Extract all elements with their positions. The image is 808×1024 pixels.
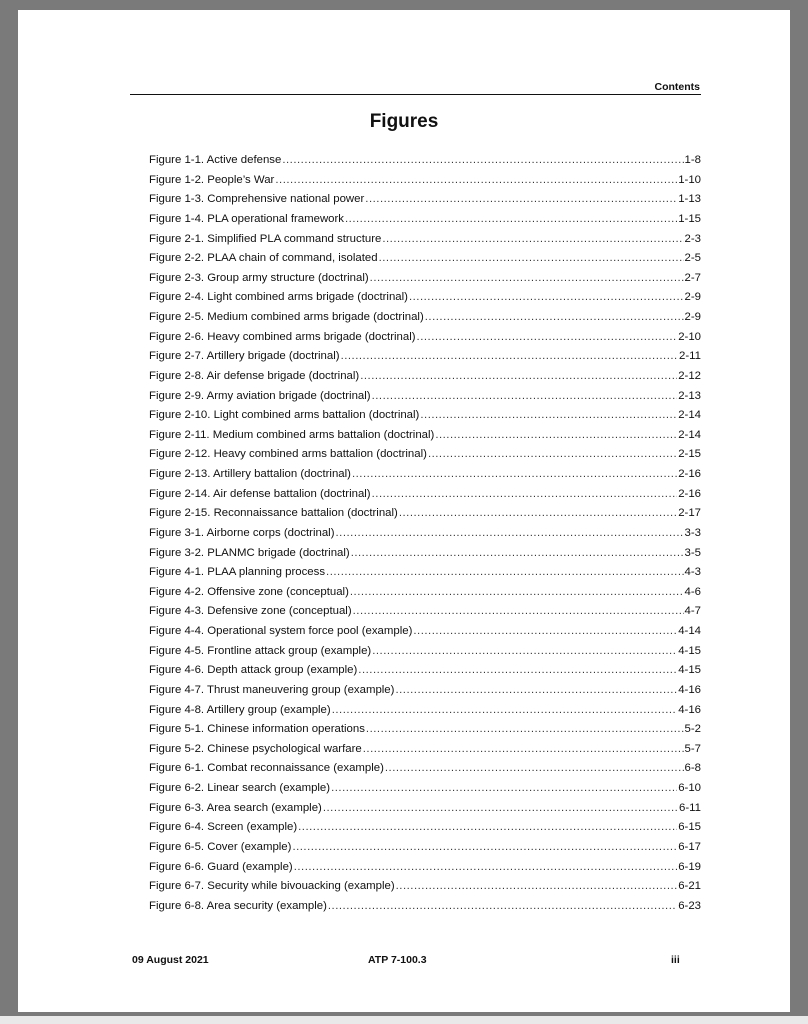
figure-page-number: 2-11 [679,350,701,363]
figure-entry[interactable] [149,704,701,724]
figure-page-number: 1-10 [678,173,701,186]
figure-entry[interactable] [149,625,701,645]
dot-leader [282,154,683,166]
figure-page-number: 3-3 [684,526,701,539]
figure-page-number: 6-19 [678,860,701,873]
figure-title: Figure 2-6. Heavy combined arms brigade (doctrinal) [149,330,416,343]
dot-leader [420,409,677,421]
figure-page-number: 2-9 [684,291,701,304]
figure-title: Figure 2-13. Artillery battalion (doctrinal) [149,468,351,480]
figure-title: Figure 3-2. PLANMC brigade (doctrinal) [149,546,350,559]
figure-title: Figure 6-7. Security while bivouacking (example) [149,880,395,893]
figure-title: Figure 4-8. Artillery group (example) [149,703,331,716]
figure-title: Figure 2-7. Artillery brigade (doctrinal) [149,350,340,363]
figure-entry[interactable] [149,507,701,527]
figure-page-number: 6-21 [678,880,701,893]
dot-leader [298,821,677,833]
dot-leader [360,370,677,382]
running-header: Contents [654,81,700,93]
dot-leader [326,566,684,578]
figure-title: Figure 2-5. Medium combined arms brigade (doctrinal) [149,311,424,323]
figure-entry[interactable] [149,723,701,743]
dot-leader [328,900,677,912]
viewer-bottom-edge [0,1016,808,1024]
figure-title: Figure 2-1. Simplified PLA command structure [149,232,382,245]
dot-leader [331,782,677,794]
figure-page-number: 6-8 [684,762,701,775]
figure-title: Figure 1-2. People’s War [149,173,275,186]
dot-leader [352,468,677,480]
figure-page-number: 4-6 [684,585,701,598]
figure-entry[interactable] [149,154,701,174]
figure-title: Figure 2-12. Heavy combined arms battalion (doctrinal) [149,448,427,461]
footer-date: 09 August 2021 [132,954,209,966]
dot-leader [382,233,683,245]
figure-page-number: 1-15 [678,212,701,225]
figure-title: Figure 6-4. Screen (example) [149,821,298,834]
figure-page-number: 2-13 [678,389,701,402]
figure-page-number: 2-16 [678,468,701,480]
dot-leader [275,174,677,186]
figure-title: Figure 6-6. Guard (example) [149,860,293,873]
figure-page-number: 6-23 [678,899,701,912]
figure-page-number: 1-8 [684,154,701,166]
figure-page-number: 2-15 [678,448,701,461]
dot-leader [353,605,684,617]
figure-page-number: 4-7 [684,605,701,618]
figure-entry[interactable] [149,586,701,606]
figure-entry[interactable] [149,311,701,331]
dot-leader [425,311,684,323]
figure-entry[interactable] [149,880,701,900]
dot-leader [323,802,678,814]
figure-page-number: 6-15 [678,821,701,834]
dot-leader [292,841,677,853]
figure-title: Figure 2-9. Army aviation brigade (doctrinal) [149,389,371,402]
figure-entry[interactable] [149,527,701,547]
figure-page-number: 2-5 [684,252,701,265]
figure-entry[interactable] [149,331,701,351]
figure-entry[interactable] [149,802,701,822]
figure-entry[interactable] [149,233,701,253]
figure-title: Figure 4-7. Thrust maneuvering group (example) [149,683,395,696]
figures-list [149,154,701,919]
figure-title: Figure 4-6. Depth attack group (example) [149,664,358,677]
dot-leader [395,684,677,696]
dot-leader [370,272,684,284]
figure-title: Figure 5-2. Chinese psychological warfare [149,742,362,755]
figure-page-number: 1-13 [678,193,701,206]
figure-page-number: 2-16 [678,487,701,500]
figure-page-number: 4-14 [678,625,701,637]
figure-page-number: 3-5 [684,546,701,559]
figure-page-number: 6-17 [678,840,701,853]
dot-leader [294,861,677,873]
dot-leader [365,193,677,205]
dot-leader [379,252,684,264]
dot-leader [345,213,677,225]
figure-page-number: 4-16 [678,703,701,716]
figure-entry[interactable] [149,684,701,704]
dot-leader [417,331,678,343]
figure-entry[interactable] [149,252,701,272]
figure-page-number: 5-7 [684,742,701,755]
figure-page-number: 6-10 [678,782,701,794]
figure-title: Figure 2-8. Air defense brigade (doctrinal) [149,369,360,382]
dot-leader [363,743,684,755]
figure-entry[interactable] [149,213,701,233]
dot-leader [358,664,677,676]
figure-page-number: 2-7 [684,271,701,284]
figure-entry[interactable] [149,193,701,213]
figure-title: Figure 4-1. PLAA planning process [149,566,326,579]
figure-page-number: 2-9 [684,311,701,323]
figure-entry[interactable] [149,370,701,390]
figure-entry[interactable] [149,272,701,292]
figure-entry[interactable] [149,488,701,508]
dot-leader [351,547,684,559]
figure-title: Figure 2-15. Reconnaissance battalion (doctrinal) [149,507,398,520]
dot-leader [396,880,678,892]
figure-title: Figure 5-1. Chinese information operations [149,723,365,736]
figure-title: Figure 4-2. Offensive zone (conceptual) [149,585,349,598]
figure-title: Figure 2-11. Medium combined arms battalion (doctrinal) [149,428,435,441]
figure-title: Figure 1-1. Active defense [149,154,282,166]
footer-page-number: iii [671,954,680,966]
figure-page-number: 2-14 [678,409,701,422]
dot-leader [409,291,684,303]
figure-title: Figure 1-3. Comprehensive national power [149,193,365,206]
figure-title: Figure 3-1. Airborne corps (doctrinal) [149,526,335,539]
dot-leader [428,448,677,460]
figure-entry[interactable] [149,566,701,586]
figure-title: Figure 6-3. Area search (example) [149,801,322,814]
dot-leader [413,625,677,637]
figure-entry[interactable] [149,174,701,194]
figure-title: Figure 4-5. Frontline attack group (example) [149,644,372,657]
figure-title: Figure 2-3. Group army structure (doctrinal) [149,271,369,284]
figure-entry[interactable] [149,350,701,370]
figure-entry[interactable] [149,841,701,861]
figure-title: Figure 6-2. Linear search (example) [149,782,331,794]
figure-page-number: 6-11 [679,801,701,814]
figure-entry[interactable] [149,291,701,311]
dot-leader [372,645,677,657]
figure-page-number: 2-3 [684,232,701,245]
figure-page-number: 2-10 [678,330,701,343]
figure-entry[interactable] [149,605,701,625]
dot-leader [366,723,684,735]
figure-entry[interactable] [149,664,701,684]
figure-entry[interactable] [149,782,701,802]
figure-page-number: 4-16 [678,683,701,696]
figure-page-number: 2-17 [678,507,701,520]
document-page [18,10,790,1012]
dot-leader [332,704,677,716]
figure-entry[interactable] [149,645,701,665]
dot-leader [385,762,684,774]
dot-leader [399,507,677,519]
dot-leader [435,429,677,441]
dot-leader [341,350,678,362]
footer-document-number: ATP 7-100.3 [368,954,427,966]
figure-entry[interactable] [149,448,701,468]
figure-title: Figure 6-5. Cover (example) [149,840,292,853]
figure-entry[interactable] [149,409,701,429]
figure-page-number: 2-14 [678,428,701,441]
figure-page-number: 4-15 [678,644,701,657]
figure-page-number: 5-2 [684,723,701,736]
dot-leader [372,390,678,402]
figure-page-number: 4-3 [684,566,701,579]
page-title: Figures [369,111,439,132]
figure-title: Figure 2-14. Air defense battalion (doctrinal) [149,487,371,500]
figure-entry[interactable] [149,762,701,782]
figure-entry[interactable] [149,900,701,920]
figure-page-number: 4-15 [678,664,701,677]
header-divider [130,94,701,95]
figure-title: Figure 4-4. Operational system force pool (example) [149,625,413,637]
figure-title: Figure 6-8. Area security (example) [149,899,327,912]
figure-title: Figure 2-10. Light combined arms battalion (doctrinal) [149,409,420,422]
figure-entry[interactable] [149,429,701,449]
figure-entry[interactable] [149,821,701,841]
figure-entry[interactable] [149,468,701,488]
figure-entry[interactable] [149,861,701,881]
dot-leader [372,488,678,500]
figure-entry[interactable] [149,390,701,410]
figure-title: Figure 2-4. Light combined arms brigade (doctrinal) [149,291,408,304]
figure-entry[interactable] [149,743,701,763]
dot-leader [350,586,684,598]
figure-title: Figure 4-3. Defensive zone (conceptual) [149,605,352,618]
dot-leader [336,527,684,539]
figure-entry[interactable] [149,547,701,567]
figure-title: Figure 1-4. PLA operational framework [149,212,345,225]
figure-title: Figure 2-2. PLAA chain of command, isolated [149,252,378,265]
figure-page-number: 2-12 [678,369,701,382]
figure-title: Figure 6-1. Combat reconnaissance (example) [149,762,384,775]
